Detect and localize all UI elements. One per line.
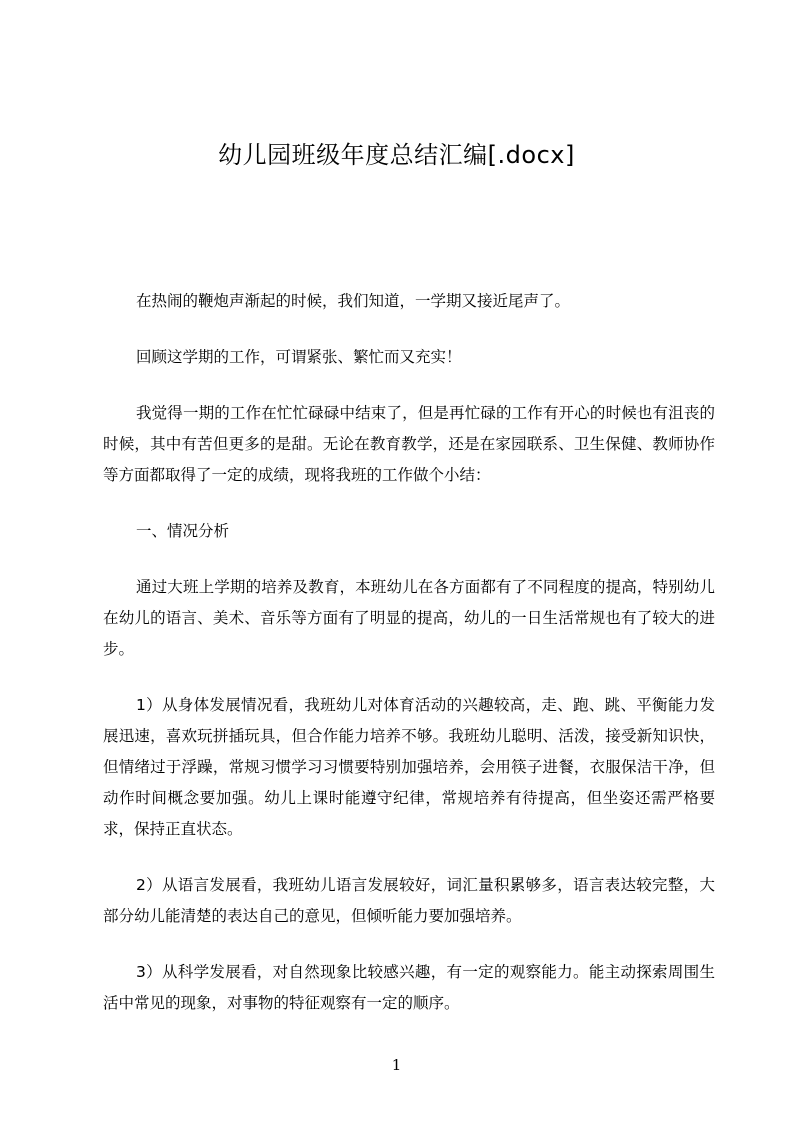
paragraph-summary: 我觉得一期的工作在忙忙碌碌中结束了，但是再忙碌的工作有开心的时候也有沮丧的时候，其中有苦但更多的是甜。无论在教育教学，还是在家园联系、卫生保健、教师协作等方面都取得了一定的成绩，现将我班的工作做个小结：: [103, 404, 715, 484]
section-heading: 一、情况分析: [136, 522, 230, 540]
paragraph-review: 回顾这学期的工作，可谓紧张、繁忙而又充实！: [136, 348, 462, 366]
page-number: 1: [391, 1056, 402, 1074]
paragraph-science: 3）从科学发展看，对自然现象比较感兴趣，有一定的观察能力。能主动探索周围生活中常见的现象，对事物的特征观察有一定的顺序。: [103, 963, 715, 1012]
paragraph-analysis: 通过大班上学期的培养及教育，本班幼儿在各方面都有了不同程度的提高，特别幼儿在幼儿的语言、美术、音乐等方面有了明显的提高，幼儿的一日生活常规也有了较大的进步。: [103, 578, 715, 658]
paragraph-language: 2）从语言发展看，我班幼儿语言发展较好，词汇量积累够多，语言表达较完整，大部分幼儿能清楚的表达自己的意见，但倾听能力要加强培养。: [103, 876, 715, 925]
document-title: 幼儿园班级年度总结汇编[.docx]: [218, 141, 575, 169]
paragraph-physical: 1）从身体发展情况看，我班幼儿对体育活动的兴趣较高，走、跑、跳、平衡能力发展迅速，喜欢玩拼插玩具，但合作能力培养不够。我班幼儿聪明、活泼，接受新知识快，但情绪过于浮躁，常规习惯学习习惯要特别加强培养，会用筷子进餐，衣服保洁干净，但动作时间概念要加强。幼儿上课时能遵守纪律，常规培养有待提高，但坐姿还需严格要求，保持正直状态。: [103, 696, 715, 838]
paragraph-intro: 在热闹的鞭炮声渐起的时候，我们知道，一学期又接近尾声了。: [136, 292, 571, 310]
document-body: [103, 286, 715, 1044]
